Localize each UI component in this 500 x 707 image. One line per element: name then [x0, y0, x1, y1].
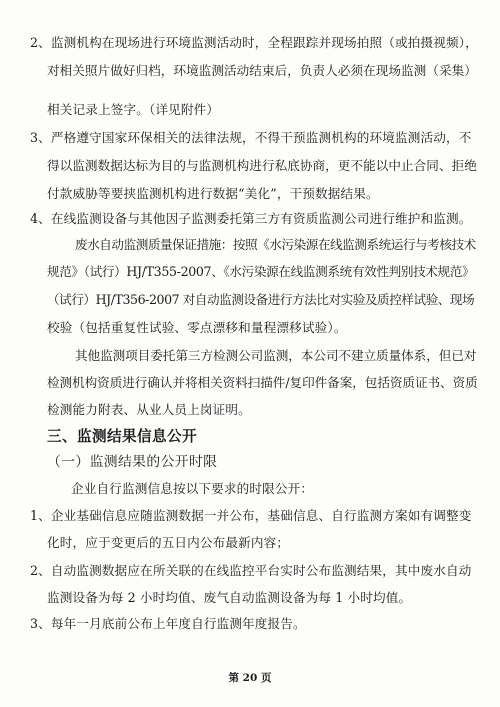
- subsection-heading-1: （一）监测结果的公开时限: [47, 454, 218, 470]
- other-monitoring-line-2: 检测机构资质进行确认并将相关资料扫描件/复印件备案，包括资质证书、资质: [47, 375, 478, 390]
- paragraph-4-line-1: 4、在线监测设备与其他因子监测委托第三方有资质监测公司进行维护和监测。: [30, 211, 472, 226]
- paragraph-3-line-3: 付款威胁等要挟监测机构进行数据“美化”，干预数据结果。: [47, 186, 379, 201]
- paragraph-2-line-1: 2、监测机构在现场进行环境监测活动时，全程跟踪并现场拍照（或拍摄视频），: [30, 35, 478, 50]
- wastewater-qa-line-2: 规范》（试行）HJ/T355-2007、《水污染源在线监测系统有效性判别技术规范》: [47, 264, 475, 279]
- section-heading-3: 三、监测结果信息公开: [47, 428, 197, 445]
- disclosure-intro: 企业自行监测信息按以下要求的时限公开：: [71, 481, 314, 496]
- wastewater-qa-line-3: （试行）HJ/T356-2007 对自动监测设备进行方法比对实验及质控样试验、现场: [47, 292, 475, 307]
- disclosure-item-3: 3、每年一月底前公布上年度自行监测年度报告。: [30, 616, 306, 631]
- wastewater-qa-line-1: 废水自动监测质量保证措施：按照《水污染源在线监测系统运行与考核技术: [75, 237, 476, 252]
- other-monitoring-line-1: 其他监测项目委托第三方检测公司监测，本公司不建立质量体系，但已对: [75, 348, 477, 363]
- disclosure-item-1-line-1: 1、企业基础信息应随监测数据一并公布，基础信息、自行监测方案如有调整变: [30, 508, 472, 523]
- page-number: 第 20 页: [228, 672, 272, 684]
- other-monitoring-line-3: 检测能力附表、从业人员上岗证明。: [47, 402, 251, 417]
- paragraph-3-line-2: 得以监测数据达标为目的与监测机构进行私底协商，更不能以中止合同、拒绝: [47, 158, 477, 173]
- disclosure-item-2-line-1: 2、自动监测数据应在所关联的在线监控平台实时公布监测结果，其中废水自动: [30, 563, 472, 578]
- wastewater-qa-line-4: 校验（包括重复性试验、零点漂移和量程漂移试验）。: [47, 320, 347, 335]
- paragraph-2-line-2: 对相关照片做好归档，环境监测活动结束后，负责人必须在现场监测（采集）: [47, 63, 477, 78]
- paragraph-3-line-1: 3、严格遵守国家环保相关的法律法规，不得干预监测机构的环境监测活动，不: [30, 130, 472, 145]
- paragraph-2-line-3: 相关记录上签字。（详见附件）: [47, 102, 220, 117]
- disclosure-item-1-line-2: 化时，应于变更后的五日内公布最新内容；: [47, 535, 290, 550]
- disclosure-item-2-line-2: 监测设备为每 2 小时均值、废气自动监测设备为每 1 小时均值。: [47, 590, 412, 605]
